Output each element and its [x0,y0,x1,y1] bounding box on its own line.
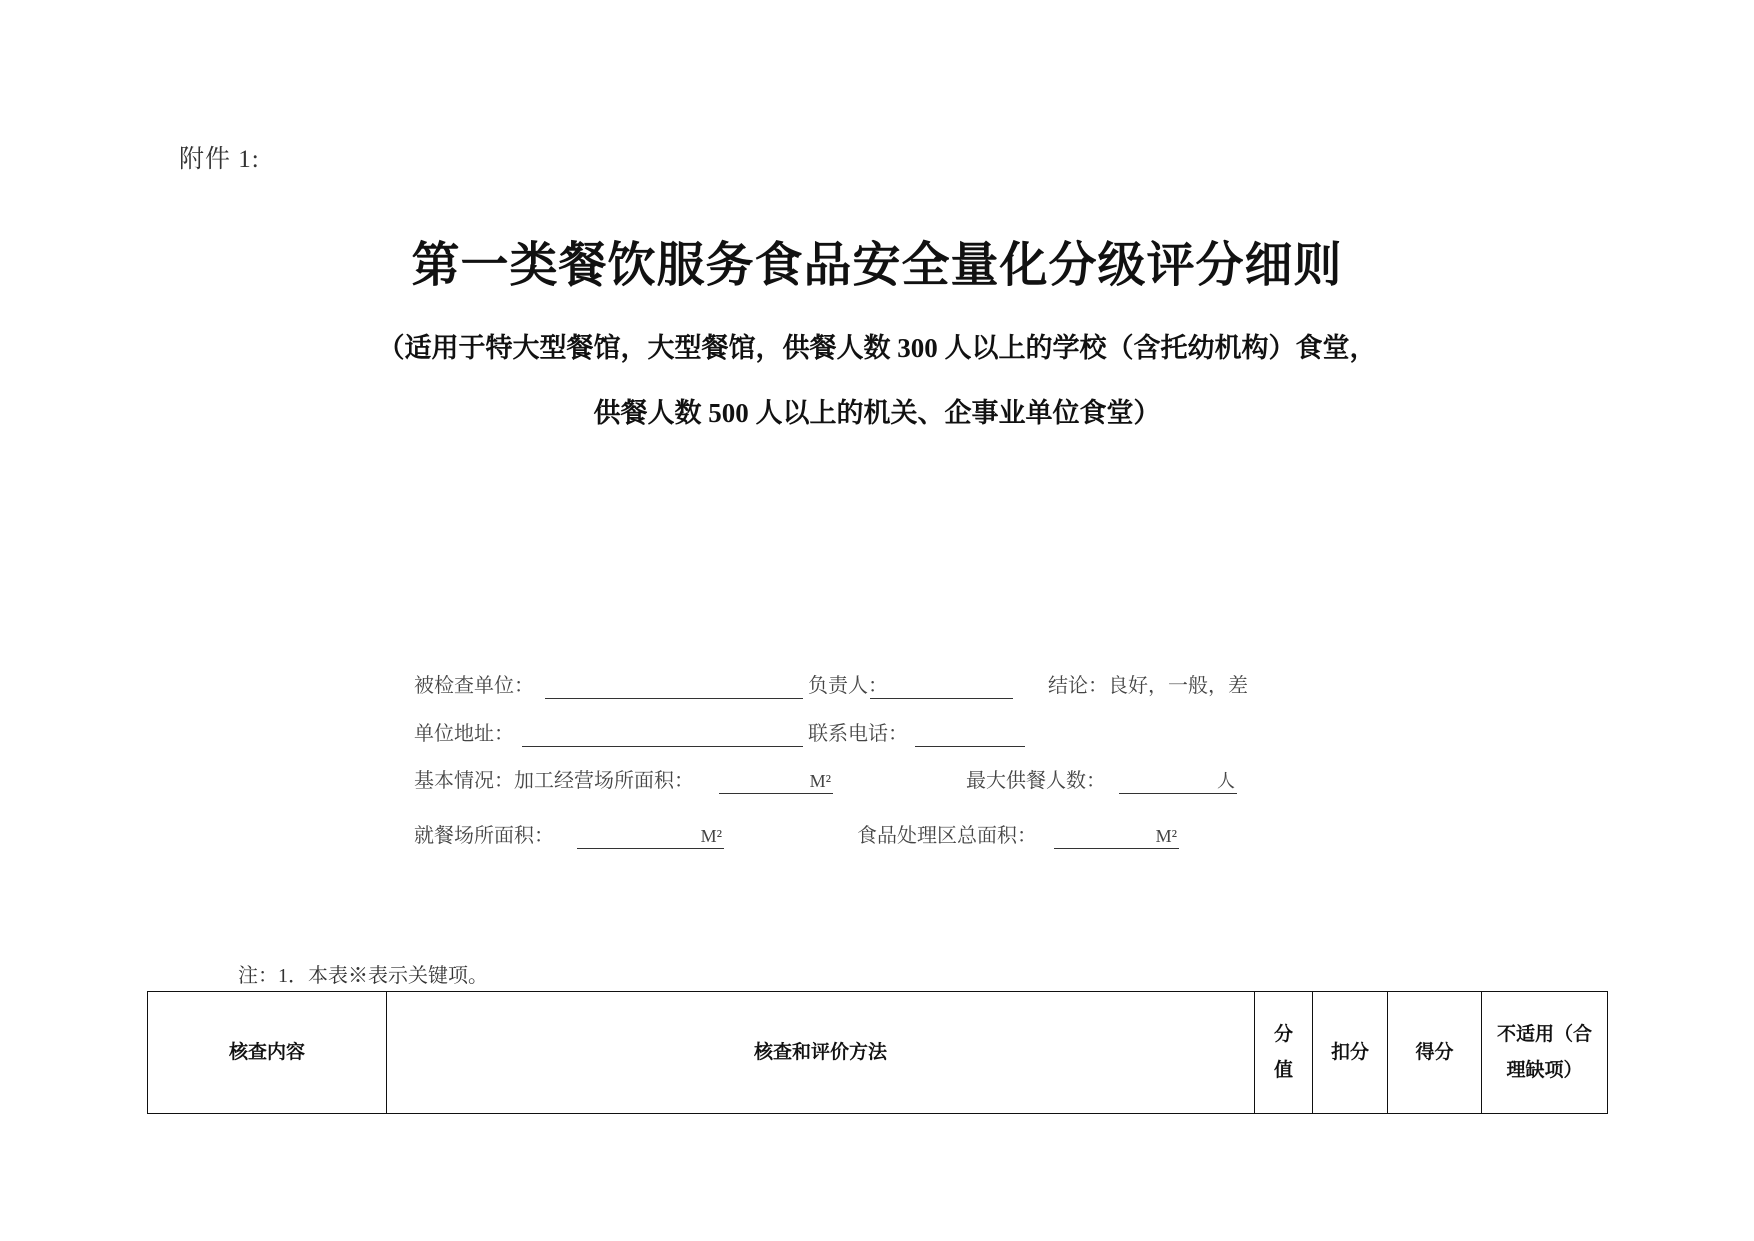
header-check-content [148,992,387,1114]
max-diners-label: 最大供餐人数： [966,770,1106,792]
scoring-table [147,991,1608,1114]
form-row-basic-info [0,768,1754,794]
form-row-areas [0,823,1754,849]
max-diners-unit: 人 [1217,771,1235,791]
header-score [1388,992,1482,1114]
food-area-unit: M² [1155,826,1177,846]
address-blank [522,721,803,747]
key-item-note: 注：1．本表※表示关键项。 [238,965,488,987]
header-line: 不适用（合 [1496,1023,1592,1045]
attachment-label: 附件 1: [179,146,260,173]
header-score-value [1255,992,1313,1114]
document-title: 第一类餐饮服务食品安全量化分级评分细则 [411,239,1343,292]
inspected-unit-blank [545,673,803,699]
form-row-inspected-unit [0,673,1754,699]
header-line: 扣分 [1330,1041,1369,1063]
food-area-blank [1054,823,1179,849]
address-label: 单位地址： [414,723,514,745]
header-line: 核查内容 [228,1041,305,1063]
phone-label: 联系电话： [808,723,908,745]
header-line: 分 [1273,1023,1293,1045]
food-area-label: 食品处理区总面积： [857,825,1037,847]
processing-area-unit: M² [809,771,831,791]
header-line: 核查和评价方法 [753,1041,887,1063]
dining-area-label: 就餐场所面积： [414,825,554,847]
dining-area-unit: M² [700,826,722,846]
processing-area-blank [719,768,833,794]
header-line: 得分 [1415,1041,1454,1063]
dining-area-blank [577,823,724,849]
person-in-charge-blank [870,673,1013,699]
person-in-charge-label: 负责人： [808,675,888,697]
inspected-unit-label: 被检查单位： [414,675,534,697]
phone-blank [915,721,1025,747]
header-line: 值 [1273,1059,1293,1081]
header-line: 理缺项） [1506,1059,1583,1081]
subtitle-line-1: （适用于特大型餐馆，大型餐馆，供餐人数 300 人以上的学校（含托幼机构）食堂， [377,333,1377,363]
form-row-address [0,721,1754,747]
table-header-row [148,992,1608,1114]
header-check-method [387,992,1255,1114]
header-not-applicable [1482,992,1608,1114]
subtitle-line-2: 供餐人数 500 人以上的机关、企事业单位食堂） [593,398,1161,428]
conclusion-label: 结论：良好，一般，差 [1048,675,1248,697]
max-diners-blank [1119,768,1237,794]
header-deduction [1313,992,1388,1114]
processing-area-label: 基本情况：加工经营场所面积： [414,770,694,792]
